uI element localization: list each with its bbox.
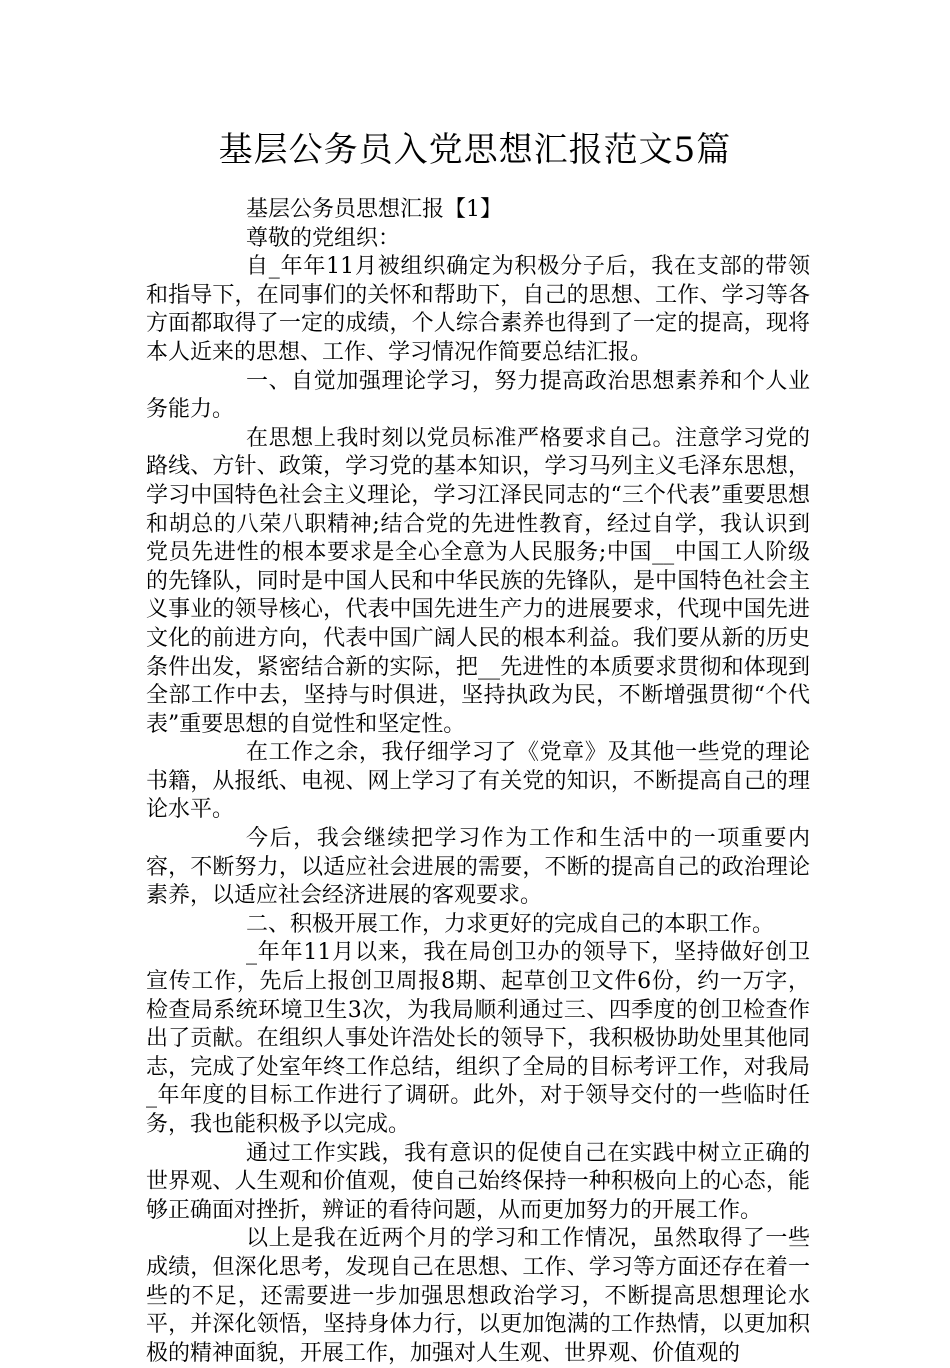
body-paragraph: 通过工作实践，我有意识的促使自己在实践中树立正确的世界观、人生观和价值观，使自己始终保持一种积极向上的心态，能够正确面对挫折，辨证的看待问题，从而更加努力的开展工作。	[146, 1140, 810, 1223]
body-paragraph: 在思想上我时刻以党员标准严格要求自己。注意学习党的路线、方针、政策，学习党的基本知识，学习马列主义毛泽东思想，学习中国特色社会主义理论，学习江泽民同志的“三个代表”重要思想和胡总的八荣八职精神;结合党的先进性教育，经过自学，我认识到党员先进性的根本要求是全心全意为人民服务;中国__中国工人阶级的先锋队，同时是中国人民和中华民族的先锋队，是中国特色社会主义事业的领导核心，代表中国先进生产力的进展要求，代现中国先进文化的前进方向，代表中国广阔人民的根本利益。我们要从新的历史条件出发，紧密结合新的实际，把__先进性的本质要求贯彻和体现到全部工作中去，坚持与时俱进，坚持执政为民，不断增强贯彻“个代表”重要思想的自觉性和坚定性。	[146, 425, 810, 737]
subheading: 一、自觉加强理论学习，努力提高政治思想素养和个人业务能力。	[146, 368, 810, 423]
body-paragraph: 在工作之余，我仔细学习了《党章》及其他一些党的理论书籍，从报纸、电视、网上学习了有关党的知识，不断提高自己的理论水平。	[146, 740, 810, 823]
section-heading: 基层公务员思想汇报【1】	[246, 197, 502, 222]
body-paragraph: 以上是我在近两个月的学习和工作情况，虽然取得了一些成绩，但深化思考，发现自己在思想、工作、学习等方面还存在着一些的不足，还需要进一步加强思想政治学习，不断提高思想理论水平，并深化领悟，坚持身体力行，以更加饱满的工作热情，以更加积极的精神面貌，开展工作，加强对人生观、世界观、价值观的	[146, 1226, 810, 1366]
salutation: 尊敬的党组织：	[246, 225, 401, 251]
body-paragraph: _年年11月以来，我在局创卫办的领导下，坚持做好创卫宣传工作，先后上报创卫周报8期、起草创卫文件6份，约一万字，检查局系统环境卫生3次，为我局顺利通过三、四季度的创卫检查作出了贡献。在组织人事处许浩处长的领导下，我积极协助处里其他同志，完成了处室年终工作总结，组织了全局的目标考评工作，对我局_年年度的目标工作进行了调研。此外，对于领导交付的一些临时任务，我也能积极予以完成。	[146, 940, 810, 1137]
subheading: 二、积极开展工作，力求更好的完成自己的本职工作。	[246, 911, 775, 937]
document-title: 基层公务员入党思想汇报范文5篇	[218, 130, 732, 170]
body-paragraph: 今后，我会继续把学习作为工作和生活中的一项重要内容，不断努力，以适应社会进展的需要，不断的提高自己的政治理论素养，以适应社会经济进展的客观要求。	[146, 826, 810, 909]
document-body	[146, 196, 810, 1368]
body-paragraph: 自_年年11月被组织确定为积极分子后，我在支部的带领和指导下，在同事们的关怀和帮助下，自己的思想、工作、学习等各方面都取得了一定的成绩，个人综合素养也得到了一定的提高，现将本人近来的思想、工作、学习情况作简要总结汇报。	[146, 254, 810, 365]
